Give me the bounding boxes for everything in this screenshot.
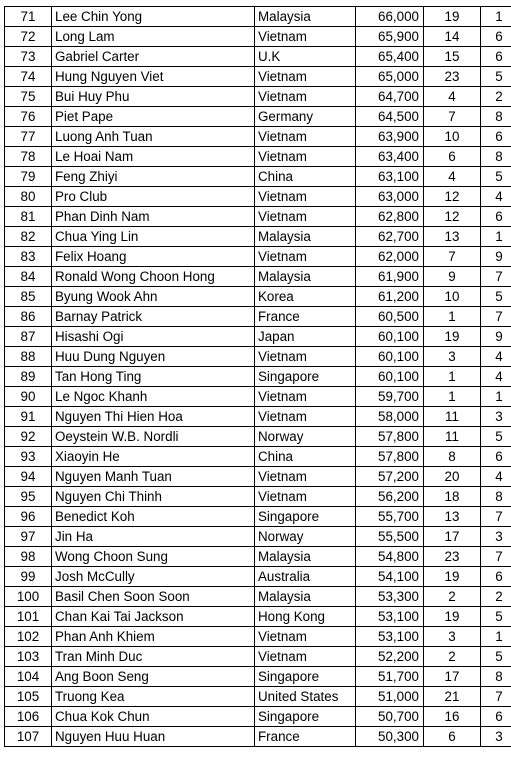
amount-cell: 53,100: [356, 607, 424, 627]
amount-cell: 62,800: [356, 207, 424, 227]
value-cell: 6: [481, 27, 511, 47]
table-row: [5, 467, 511, 487]
value-cell: 13: [424, 227, 481, 247]
value-cell: 19: [424, 567, 481, 587]
country-cell: Singapore: [255, 667, 356, 687]
name-cell: Felix Hoang: [52, 247, 255, 267]
amount-cell: 52,200: [356, 647, 424, 667]
value-cell: 11: [424, 407, 481, 427]
table-row: [5, 147, 511, 167]
rank-cell: 106: [5, 707, 52, 727]
value-cell: 1: [481, 627, 511, 647]
amount-cell: 63,000: [356, 187, 424, 207]
value-cell: 14: [424, 27, 481, 47]
amount-cell: 60,100: [356, 327, 424, 347]
value-cell: 9: [424, 267, 481, 287]
value-cell: 3: [424, 627, 481, 647]
amount-cell: 56,200: [356, 487, 424, 507]
country-cell: Vietnam: [255, 247, 356, 267]
name-cell: Wong Choon Sung: [52, 547, 255, 567]
rank-cell: 104: [5, 667, 52, 687]
value-cell: 7: [424, 107, 481, 127]
name-cell: Gabriel Carter: [52, 47, 255, 67]
amount-cell: 57,800: [356, 447, 424, 467]
value-cell: 19: [424, 327, 481, 347]
rank-cell: 77: [5, 127, 52, 147]
value-cell: 5: [481, 167, 511, 187]
value-cell: 8: [424, 447, 481, 467]
rank-cell: 94: [5, 467, 52, 487]
rank-cell: 85: [5, 287, 52, 307]
rank-cell: 100: [5, 587, 52, 607]
country-cell: Vietnam: [255, 487, 356, 507]
value-cell: 9: [481, 247, 511, 267]
rank-cell: 87: [5, 327, 52, 347]
amount-cell: 62,000: [356, 247, 424, 267]
value-cell: 1: [424, 367, 481, 387]
name-cell: Nguyen Huu Huan: [52, 727, 255, 747]
amount-cell: 53,300: [356, 587, 424, 607]
value-cell: 23: [424, 67, 481, 87]
value-cell: 6: [481, 567, 511, 587]
value-cell: 4: [481, 467, 511, 487]
name-cell: Long Lam: [52, 27, 255, 47]
value-cell: 19: [424, 607, 481, 627]
ranking-sheet: [4, 6, 506, 747]
value-cell: 8: [481, 667, 511, 687]
rank-cell: 82: [5, 227, 52, 247]
table-row: [5, 527, 511, 547]
country-cell: Vietnam: [255, 407, 356, 427]
name-cell: Phan Dinh Nam: [52, 207, 255, 227]
country-cell: Vietnam: [255, 187, 356, 207]
name-cell: Truong Kea: [52, 687, 255, 707]
table-row: [5, 307, 511, 327]
name-cell: Basil Chen Soon Soon: [52, 587, 255, 607]
table-row: [5, 447, 511, 467]
value-cell: 5: [481, 67, 511, 87]
value-cell: 3: [481, 407, 511, 427]
rank-cell: 90: [5, 387, 52, 407]
table-row: [5, 167, 511, 187]
value-cell: 11: [424, 427, 481, 447]
value-cell: 7: [481, 267, 511, 287]
value-cell: 17: [424, 667, 481, 687]
name-cell: Chan Kai Tai Jackson: [52, 607, 255, 627]
amount-cell: 55,500: [356, 527, 424, 547]
name-cell: Oeystein W.B. Nordli: [52, 427, 255, 447]
table-row: [5, 227, 511, 247]
amount-cell: 54,800: [356, 547, 424, 567]
name-cell: Phan Anh Khiem: [52, 627, 255, 647]
table-row: [5, 547, 511, 567]
value-cell: 7: [481, 687, 511, 707]
rank-cell: 97: [5, 527, 52, 547]
rank-cell: 96: [5, 507, 52, 527]
table-row: [5, 647, 511, 667]
table-row: [5, 287, 511, 307]
value-cell: 9: [481, 327, 511, 347]
rank-cell: 101: [5, 607, 52, 627]
rank-cell: 92: [5, 427, 52, 447]
value-cell: 5: [481, 287, 511, 307]
country-cell: Vietnam: [255, 67, 356, 87]
rank-cell: 71: [5, 7, 52, 27]
table-row: [5, 7, 511, 27]
table-row: [5, 487, 511, 507]
name-cell: Le Ngoc Khanh: [52, 387, 255, 407]
amount-cell: 51,700: [356, 667, 424, 687]
name-cell: Ronald Wong Choon Hong: [52, 267, 255, 287]
value-cell: 2: [424, 587, 481, 607]
value-cell: 8: [481, 107, 511, 127]
amount-cell: 61,900: [356, 267, 424, 287]
name-cell: Ang Boon Seng: [52, 667, 255, 687]
country-cell: United States: [255, 687, 356, 707]
table-row: [5, 367, 511, 387]
country-cell: Malaysia: [255, 227, 356, 247]
table-row: [5, 687, 511, 707]
rank-cell: 91: [5, 407, 52, 427]
amount-cell: 60,500: [356, 307, 424, 327]
country-cell: Vietnam: [255, 467, 356, 487]
value-cell: 19: [424, 7, 481, 27]
table-row: [5, 207, 511, 227]
rank-cell: 73: [5, 47, 52, 67]
country-cell: Japan: [255, 327, 356, 347]
ranking-table-body: [5, 7, 511, 747]
country-cell: Singapore: [255, 367, 356, 387]
name-cell: Tran Minh Duc: [52, 647, 255, 667]
value-cell: 8: [481, 147, 511, 167]
value-cell: 10: [424, 127, 481, 147]
name-cell: Luong Anh Tuan: [52, 127, 255, 147]
rank-cell: 89: [5, 367, 52, 387]
value-cell: 6: [481, 47, 511, 67]
value-cell: 4: [481, 187, 511, 207]
value-cell: 1: [481, 227, 511, 247]
rank-cell: 80: [5, 187, 52, 207]
table-row: [5, 67, 511, 87]
country-cell: Australia: [255, 567, 356, 587]
table-row: [5, 267, 511, 287]
country-cell: Norway: [255, 427, 356, 447]
value-cell: 6: [481, 207, 511, 227]
country-cell: Singapore: [255, 507, 356, 527]
name-cell: Le Hoai Nam: [52, 147, 255, 167]
amount-cell: 65,900: [356, 27, 424, 47]
name-cell: Chua Kok Chun: [52, 707, 255, 727]
country-cell: China: [255, 167, 356, 187]
amount-cell: 51,000: [356, 687, 424, 707]
country-cell: Vietnam: [255, 127, 356, 147]
amount-cell: 59,700: [356, 387, 424, 407]
country-cell: France: [255, 727, 356, 747]
amount-cell: 65,400: [356, 47, 424, 67]
rank-cell: 98: [5, 547, 52, 567]
value-cell: 6: [424, 727, 481, 747]
name-cell: Nguyen Manh Tuan: [52, 467, 255, 487]
table-row: [5, 87, 511, 107]
country-cell: China: [255, 447, 356, 467]
amount-cell: 60,100: [356, 367, 424, 387]
rank-cell: 83: [5, 247, 52, 267]
amount-cell: 60,100: [356, 347, 424, 367]
value-cell: 7: [481, 507, 511, 527]
value-cell: 5: [481, 647, 511, 667]
name-cell: Piet Pape: [52, 107, 255, 127]
rank-cell: 79: [5, 167, 52, 187]
amount-cell: 63,900: [356, 127, 424, 147]
value-cell: 1: [481, 387, 511, 407]
value-cell: 6: [481, 707, 511, 727]
table-row: [5, 407, 511, 427]
value-cell: 3: [481, 727, 511, 747]
name-cell: Nguyen Chi Thinh: [52, 487, 255, 507]
amount-cell: 62,700: [356, 227, 424, 247]
name-cell: Barnay Patrick: [52, 307, 255, 327]
table-row: [5, 387, 511, 407]
amount-cell: 66,000: [356, 7, 424, 27]
value-cell: 4: [481, 347, 511, 367]
ranking-table: [4, 6, 511, 747]
name-cell: Pro Club: [52, 187, 255, 207]
table-row: [5, 567, 511, 587]
value-cell: 8: [481, 487, 511, 507]
name-cell: Feng Zhiyi: [52, 167, 255, 187]
table-row: [5, 327, 511, 347]
country-cell: Vietnam: [255, 27, 356, 47]
country-cell: Vietnam: [255, 347, 356, 367]
value-cell: 2: [424, 647, 481, 667]
rank-cell: 88: [5, 347, 52, 367]
table-row: [5, 27, 511, 47]
table-row: [5, 347, 511, 367]
rank-cell: 76: [5, 107, 52, 127]
country-cell: Malaysia: [255, 587, 356, 607]
country-cell: Vietnam: [255, 627, 356, 647]
table-row: [5, 607, 511, 627]
name-cell: Byung Wook Ahn: [52, 287, 255, 307]
country-cell: France: [255, 307, 356, 327]
rank-cell: 105: [5, 687, 52, 707]
value-cell: 6: [481, 447, 511, 467]
value-cell: 4: [424, 87, 481, 107]
name-cell: Jin Ha: [52, 527, 255, 547]
value-cell: 13: [424, 507, 481, 527]
value-cell: 1: [424, 387, 481, 407]
country-cell: Singapore: [255, 707, 356, 727]
table-row: [5, 587, 511, 607]
rank-cell: 102: [5, 627, 52, 647]
value-cell: 6: [481, 127, 511, 147]
value-cell: 16: [424, 707, 481, 727]
country-cell: Norway: [255, 527, 356, 547]
table-row: [5, 187, 511, 207]
table-row: [5, 107, 511, 127]
value-cell: 7: [424, 247, 481, 267]
rank-cell: 84: [5, 267, 52, 287]
country-cell: Germany: [255, 107, 356, 127]
amount-cell: 53,100: [356, 627, 424, 647]
value-cell: 2: [481, 87, 511, 107]
country-cell: Vietnam: [255, 87, 356, 107]
table-row: [5, 507, 511, 527]
table-row: [5, 727, 511, 747]
value-cell: 3: [424, 347, 481, 367]
name-cell: Hisashi Ogi: [52, 327, 255, 347]
name-cell: Benedict Koh: [52, 507, 255, 527]
value-cell: 4: [481, 367, 511, 387]
value-cell: 1: [424, 307, 481, 327]
value-cell: 5: [481, 427, 511, 447]
value-cell: 2: [481, 587, 511, 607]
rank-cell: 103: [5, 647, 52, 667]
value-cell: 3: [481, 527, 511, 547]
amount-cell: 63,400: [356, 147, 424, 167]
country-cell: Hong Kong: [255, 607, 356, 627]
country-cell: U.K: [255, 47, 356, 67]
amount-cell: 50,700: [356, 707, 424, 727]
value-cell: 15: [424, 47, 481, 67]
rank-cell: 95: [5, 487, 52, 507]
value-cell: 12: [424, 207, 481, 227]
value-cell: 1: [481, 7, 511, 27]
name-cell: Tan Hong Ting: [52, 367, 255, 387]
rank-cell: 93: [5, 447, 52, 467]
table-row: [5, 247, 511, 267]
value-cell: 4: [424, 167, 481, 187]
table-row: [5, 627, 511, 647]
name-cell: Chua Ying Lin: [52, 227, 255, 247]
rank-cell: 78: [5, 147, 52, 167]
country-cell: Korea: [255, 287, 356, 307]
rank-cell: 74: [5, 67, 52, 87]
value-cell: 10: [424, 287, 481, 307]
value-cell: 18: [424, 487, 481, 507]
value-cell: 21: [424, 687, 481, 707]
amount-cell: 54,100: [356, 567, 424, 587]
name-cell: Huu Dung Nguyen: [52, 347, 255, 367]
rank-cell: 81: [5, 207, 52, 227]
rank-cell: 99: [5, 567, 52, 587]
amount-cell: 61,200: [356, 287, 424, 307]
amount-cell: 55,700: [356, 507, 424, 527]
name-cell: Josh McCully: [52, 567, 255, 587]
rank-cell: 86: [5, 307, 52, 327]
amount-cell: 50,300: [356, 727, 424, 747]
name-cell: Bui Huy Phu: [52, 87, 255, 107]
table-row: [5, 707, 511, 727]
table-row: [5, 427, 511, 447]
value-cell: 23: [424, 547, 481, 567]
amount-cell: 64,700: [356, 87, 424, 107]
country-cell: Malaysia: [255, 267, 356, 287]
value-cell: 7: [481, 307, 511, 327]
name-cell: Xiaoyin He: [52, 447, 255, 467]
name-cell: Nguyen Thi Hien Hoa: [52, 407, 255, 427]
name-cell: Hung Nguyen Viet: [52, 67, 255, 87]
value-cell: 12: [424, 187, 481, 207]
country-cell: Malaysia: [255, 547, 356, 567]
table-row: [5, 667, 511, 687]
table-row: [5, 47, 511, 67]
rank-cell: 107: [5, 727, 52, 747]
name-cell: Lee Chin Yong: [52, 7, 255, 27]
rank-cell: 75: [5, 87, 52, 107]
country-cell: Vietnam: [255, 647, 356, 667]
value-cell: 5: [481, 607, 511, 627]
amount-cell: 64,500: [356, 107, 424, 127]
value-cell: 6: [424, 147, 481, 167]
country-cell: Vietnam: [255, 387, 356, 407]
country-cell: Vietnam: [255, 147, 356, 167]
value-cell: 20: [424, 467, 481, 487]
rank-cell: 72: [5, 27, 52, 47]
amount-cell: 57,200: [356, 467, 424, 487]
amount-cell: 58,000: [356, 407, 424, 427]
amount-cell: 57,800: [356, 427, 424, 447]
amount-cell: 65,000: [356, 67, 424, 87]
country-cell: Vietnam: [255, 207, 356, 227]
value-cell: 7: [481, 547, 511, 567]
country-cell: Malaysia: [255, 7, 356, 27]
value-cell: 17: [424, 527, 481, 547]
table-row: [5, 127, 511, 147]
amount-cell: 63,100: [356, 167, 424, 187]
